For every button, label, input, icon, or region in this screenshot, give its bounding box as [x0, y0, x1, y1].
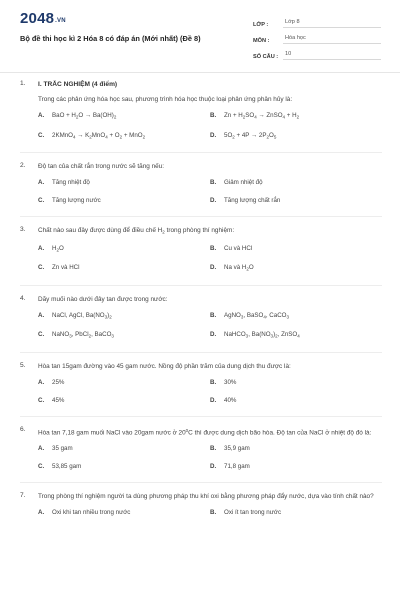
meta-label: SỐ CÂU : — [253, 54, 279, 60]
question-divider — [20, 416, 382, 417]
option-text: Na và $H_2O$ — [224, 264, 254, 272]
question-divider — [20, 352, 382, 353]
answer-option-a[interactable] — [38, 311, 210, 322]
option-letter: C. — [38, 197, 45, 204]
option-text: 45% — [52, 396, 65, 404]
question-number: 3. — [20, 226, 26, 233]
option-text: Tăng lượng nước — [52, 197, 101, 204]
answer-options — [38, 178, 382, 214]
answer-options — [38, 508, 382, 526]
question-text: Trong các phản ứng hóa học sau, phương trình hóa học thuộc loại phản ứng phân hủy là: — [38, 96, 293, 103]
option-letter: A. — [38, 378, 45, 386]
meta-row-subject — [253, 28, 381, 44]
option-letter: D. — [210, 396, 217, 404]
question-divider — [20, 482, 382, 483]
question-number: 5. — [20, 361, 26, 369]
question-divider — [20, 216, 382, 217]
answer-options — [38, 378, 382, 414]
section-heading: I. TRẮC NGHIỆM (4 điểm) — [38, 81, 118, 88]
option-letter: D. — [210, 131, 217, 139]
question-5 — [20, 362, 382, 417]
meta-label: LỚP : — [253, 22, 269, 28]
answer-option-d[interactable] — [210, 196, 382, 205]
answer-option-d[interactable] — [210, 263, 382, 274]
meta-label: MÔN : — [253, 38, 270, 44]
option-letter: A. — [38, 112, 45, 119]
answer-option-b[interactable] — [210, 378, 382, 387]
option-letter: B. — [210, 445, 217, 452]
option-letter: A. — [38, 311, 45, 319]
answer-option-d[interactable] — [210, 131, 382, 142]
document-meta — [253, 12, 381, 60]
question-number: 2. — [20, 162, 26, 169]
option-text: Oxi ít tan trong nước — [224, 509, 282, 516]
document-title: Bộ đề thi học kì 2 Hóa 8 có đáp án (Mới nhất) (Đề 8) — [20, 34, 201, 43]
answer-option-b[interactable] — [210, 444, 382, 453]
question-1 — [20, 80, 382, 153]
question-divider — [20, 285, 382, 286]
question-divider — [20, 152, 382, 153]
option-text: 71,8 gam — [224, 463, 250, 470]
option-letter: A. — [38, 509, 45, 516]
question-4 — [20, 295, 382, 353]
answer-options — [38, 444, 382, 480]
option-letter: B. — [210, 179, 217, 186]
option-letter: C. — [38, 131, 45, 139]
meta-value: 10 — [283, 51, 381, 60]
answer-option-c[interactable] — [38, 330, 210, 341]
option-text: $Zn + H_2SO_4$ → ZnSO$_4$ + $H_2$ — [224, 112, 300, 120]
meta-value: Hóa học — [283, 35, 381, 44]
option-text: BaO + $H_2O \to Ba(OH)_2$ — [52, 112, 117, 120]
meta-value: Lớp 8 — [283, 19, 381, 28]
option-letter: D. — [210, 463, 217, 470]
question-text: Trong phòng thí nghiệm người ta dùng phương pháp thu khí oxi bằng phương pháp đẩy nước, dựa vào tính chất nào? — [38, 493, 374, 500]
answer-option-a[interactable] — [38, 111, 210, 122]
answer-option-c[interactable] — [38, 396, 210, 405]
option-text: AgNO$_3$, BaSO$_4$, CaCO$_3$ — [224, 311, 289, 319]
question-text: Dãy muối nào dưới đây tan được trong nước: — [38, 295, 168, 303]
answer-option-a[interactable] — [38, 378, 210, 387]
option-text: 35 gam — [52, 445, 73, 452]
option-text: 2KMnO$_4$ → $K_2MnO_4 + O_2 + MnO_2$ — [52, 131, 146, 139]
option-text: 35,9 gam — [224, 445, 250, 452]
answer-option-a[interactable] — [38, 508, 210, 517]
option-text: NaNO$_3$, PbCl$_2$, BaCO$_3$ — [52, 331, 114, 339]
option-letter: C. — [38, 463, 45, 470]
answer-option-a[interactable] — [38, 444, 210, 453]
option-letter: B. — [210, 509, 217, 516]
option-letter: C. — [38, 396, 45, 404]
question-3 — [20, 226, 382, 286]
question-text: Chất nào sau đây được dùng để điều chế $H_2$ trong phòng thí nghiệm: — [38, 227, 235, 235]
question-text: Hòa tan 7,18 gam muối NaCl vào 20gam nước ở $20^0C$ thì được dung dịch bão hòa. Độ tan của NaCl ở nhiệt độ đó là: — [38, 427, 372, 436]
question-number: 1. — [20, 80, 26, 87]
option-letter: B. — [210, 378, 217, 386]
answer-option-c[interactable] — [38, 131, 210, 142]
answer-option-b[interactable] — [210, 508, 382, 517]
answer-option-b[interactable] — [210, 111, 382, 122]
option-text: 30% — [224, 378, 237, 386]
option-text: Zn và HCl — [52, 264, 80, 271]
answer-option-b[interactable] — [210, 244, 382, 255]
question-2 — [20, 162, 382, 217]
question-7 — [20, 492, 382, 526]
answer-option-a[interactable] — [38, 244, 210, 255]
option-letter: D. — [210, 264, 217, 271]
question-number: 4. — [20, 294, 26, 302]
answer-option-a[interactable] — [38, 178, 210, 187]
option-letter: A. — [38, 445, 45, 452]
option-text: $5O_2 + 4P \to 2P_2O_5$ — [224, 131, 277, 139]
option-text: NaCl, AgCl, $Ba(NO_3)_2$ — [52, 311, 112, 319]
meta-row-class — [253, 12, 381, 28]
answer-option-c[interactable] — [38, 462, 210, 471]
option-letter: B. — [210, 244, 217, 252]
question-number: 6. — [20, 425, 26, 433]
option-text: $H_2O$ — [52, 244, 64, 252]
option-text: Tăng nhiệt độ — [52, 179, 90, 186]
answer-option-b[interactable] — [210, 178, 382, 187]
meta-row-question-count — [253, 44, 381, 60]
answer-options — [38, 111, 382, 150]
option-letter: C. — [38, 331, 45, 338]
option-text: NaHCO$_3$, $Ba(NO_3)_2$, ZnSO$_4$ — [224, 331, 300, 339]
option-text: 25% — [52, 378, 65, 386]
site-logo[interactable] — [20, 10, 66, 27]
question-text: Hòa tan 15gam đường vào 45 gam nước. Nồng độ phần trăm của dung dịch thu được là: — [38, 362, 291, 370]
page-header — [0, 0, 400, 73]
option-letter: A. — [38, 179, 45, 186]
option-letter: A. — [38, 244, 45, 252]
answer-option-d[interactable] — [210, 396, 382, 405]
answer-options — [38, 311, 382, 350]
brand-name: 2048 — [20, 10, 55, 27]
question-6 — [20, 426, 382, 484]
question-number: 7. — [20, 492, 26, 499]
option-letter: B. — [210, 112, 217, 119]
question-text: Độ tan của chất rắn trong nước sẽ tăng nếu: — [38, 163, 165, 170]
option-letter: B. — [210, 311, 217, 319]
brand-tld: .VN — [55, 18, 66, 24]
option-letter: C. — [38, 264, 45, 271]
answer-option-c[interactable] — [38, 263, 210, 274]
option-letter: D. — [210, 197, 217, 204]
option-text: Tăng lượng chất rắn — [224, 197, 281, 204]
answer-option-c[interactable] — [38, 196, 210, 205]
option-text: Cu và HCl — [224, 244, 253, 252]
question-list — [20, 80, 382, 535]
answer-option-d[interactable] — [210, 462, 382, 471]
answer-options — [38, 244, 382, 283]
option-letter: D. — [210, 331, 217, 338]
option-text: Giảm nhiệt độ — [224, 179, 263, 186]
option-text: 53,85 gam — [52, 463, 82, 470]
answer-option-b[interactable] — [210, 311, 382, 322]
option-text: Oxi khi tan nhiều trong nước — [52, 509, 131, 516]
option-text: 40% — [224, 396, 237, 404]
answer-option-d[interactable] — [210, 330, 382, 341]
